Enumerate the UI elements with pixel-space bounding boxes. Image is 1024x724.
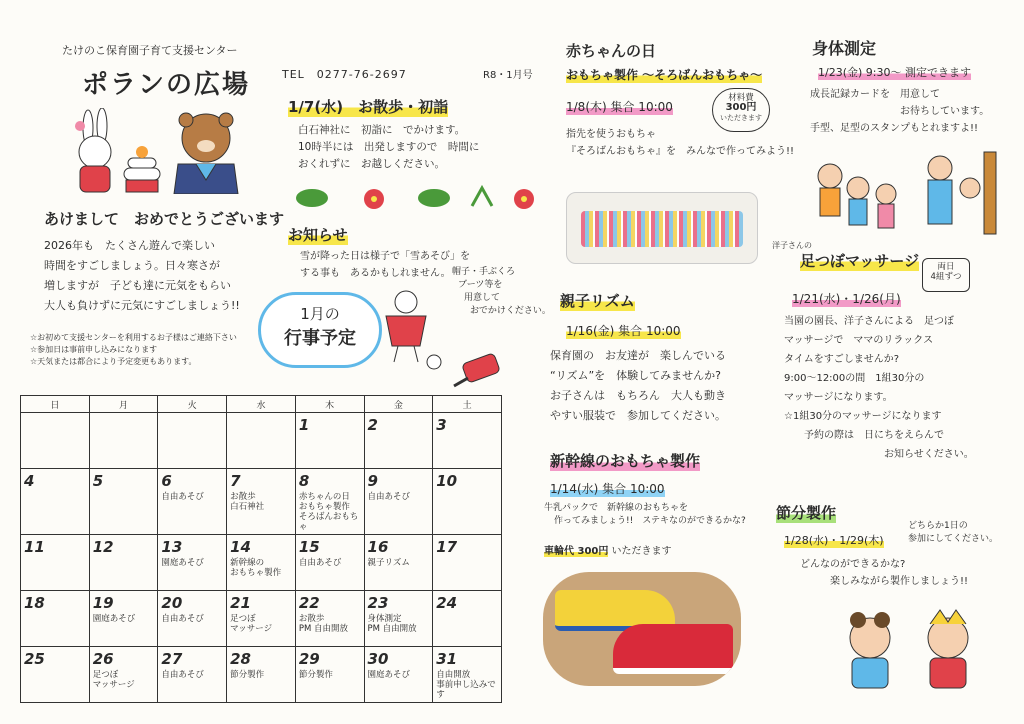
train-date: 1/14(水) 集合 10:00 <box>550 482 665 496</box>
notice-line: 雪が降った日は様子で「雪あそび」を <box>300 251 470 262</box>
calendar-day-cell <box>364 469 433 535</box>
day-number: 25 <box>24 650 45 668</box>
train-line: 牛乳パックで 新幹線のおもちゃを <box>544 503 689 513</box>
setsubun-dates: 1/28(水)・1/29(木) <box>784 534 884 547</box>
day-number: 20 <box>161 594 183 612</box>
day-event: 自由あそび <box>367 492 411 502</box>
calendar-day-cell <box>433 413 502 469</box>
day-number: 16 <box>367 538 389 556</box>
calendar-day-cell <box>21 469 90 535</box>
massage-line: 9:00～12:00の間 1組30分の <box>784 373 925 384</box>
day-number: 26 <box>92 650 114 668</box>
calendar-day-cell <box>433 469 502 535</box>
calendar-day-cell <box>227 413 296 469</box>
greeting-line: 大人も負けずに元気にすごしましょう!! <box>44 299 240 312</box>
calendar-day-cell <box>295 535 364 591</box>
setsubun-body <box>800 556 968 590</box>
calendar-day-cell <box>89 535 158 591</box>
setsubun-title: 節分製作 <box>776 504 837 522</box>
day-event: 親子リズム <box>367 558 410 568</box>
notice-side-line: 帽子・手ぶくろ <box>452 267 516 277</box>
fee-line: いただきます <box>720 114 762 122</box>
massage-line: ☆1組30分のマッサージになります <box>784 411 942 422</box>
baby-line: 『そろばんおもちゃ』を みんなで作ってみよう!! <box>566 146 795 157</box>
calendar-week-row <box>21 591 502 647</box>
setsubun-children-illustration <box>830 608 1000 692</box>
children-measuring-illustration <box>808 148 1004 238</box>
walk-title: 1/7(水) お散歩・初詣 <box>288 98 449 116</box>
notice-line: する事も あるかもしれません。 <box>300 268 451 279</box>
calendar-week-row <box>21 469 502 535</box>
rhythm-line: お子さんは もちろん 大人も動き <box>550 389 726 402</box>
calendar-day-cell <box>227 647 296 703</box>
day-event: お散歩 白石神社 <box>230 492 265 512</box>
day-number: 1 <box>298 416 310 434</box>
rhythm-title: 親子リズム <box>560 292 635 310</box>
measure-line: 成長記録カードを 用意して <box>810 89 940 100</box>
baby-day-title: 赤ちゃんの日 <box>566 42 657 60</box>
calendar-day-cell <box>227 469 296 535</box>
phone-number: TEL 0277-76-2697 <box>282 68 407 81</box>
day-number: 19 <box>92 594 114 612</box>
rhythm-line: やすい服装で 参加してください。 <box>550 409 726 422</box>
cloud-line: 1月の <box>300 305 340 323</box>
greeting-line: 時間をすごしましょう。日々寒さが <box>44 259 220 272</box>
day-number: 30 <box>367 650 389 668</box>
calendar-day-cell <box>364 535 433 591</box>
setsubun-side-line: どちらか1日の <box>908 521 968 531</box>
day-event: 園庭あそび <box>367 670 411 680</box>
day-number: 6 <box>161 472 172 490</box>
walk-body <box>298 122 479 173</box>
baby-line: 指先を使うおもちゃ <box>566 129 656 140</box>
day-event: 足つぼ マッサージ <box>92 670 135 690</box>
greeting-title: あけまして おめでとうございます <box>44 210 285 228</box>
calendar-day-cell <box>295 469 364 535</box>
notice-side-line: 用意して <box>464 293 501 303</box>
weekday-header: 日 <box>21 396 90 413</box>
weekday-header: 木 <box>295 396 364 413</box>
hagoita-icon <box>424 350 504 388</box>
day-number: 3 <box>436 416 447 434</box>
pine-plum-decoration <box>292 182 542 216</box>
day-number: 24 <box>436 594 458 612</box>
train-fee-label: 車輪代 300円 <box>544 546 609 557</box>
day-number: 5 <box>92 472 104 490</box>
calendar-day-cell <box>364 647 433 703</box>
train-fee-tail: いただきます <box>611 546 672 557</box>
calendar-day-cell <box>89 413 158 469</box>
massage-title: 足つぼマッサージ <box>800 252 920 270</box>
day-event: 園庭あそび <box>161 558 204 568</box>
massage-body <box>784 312 974 464</box>
calendar-day-cell <box>89 469 158 535</box>
day-number: 27 <box>161 650 183 668</box>
setsubun-side <box>908 520 998 546</box>
day-event: お散歩 PM 自由開放 <box>298 614 348 634</box>
day-number: 9 <box>367 472 378 490</box>
note-line: ☆お初めて支援センターを利用するお子様はご連絡下さい <box>30 333 237 342</box>
baby-day-date: 1/8(木) 集合 10:00 <box>566 100 673 114</box>
measure-line: 手型、足型のスタンプもとれますよ!! <box>810 123 979 134</box>
notice-side-line: おでかけください。 <box>470 306 551 316</box>
notice-side <box>452 266 551 318</box>
walk-line: 白石神社に 初詣に でかけます。 <box>298 124 466 136</box>
calendar-day-cell <box>89 591 158 647</box>
day-event: 園庭あそび <box>92 614 136 624</box>
day-number: 11 <box>24 538 45 556</box>
calendar-day-cell <box>295 591 364 647</box>
new-year-animals-illustration <box>68 108 248 194</box>
day-event: 自由あそび <box>161 614 204 624</box>
measure-line: お待ちしています。 <box>900 106 990 117</box>
weekday-header: 月 <box>89 396 158 413</box>
day-event: 節分製作 <box>298 670 333 680</box>
massage-capacity-badge <box>922 258 970 292</box>
note-line: ☆天気または都合により予定変更もあります。 <box>30 357 197 366</box>
calendar-week-row <box>21 413 502 469</box>
cloud-line: 行事予定 <box>284 328 356 349</box>
measure-body <box>810 86 989 137</box>
org-name: たけのこ保育園子育て支援センター <box>62 44 238 57</box>
greeting-notes <box>30 332 237 368</box>
day-number: 29 <box>298 650 320 668</box>
calendar-day-cell <box>433 647 502 703</box>
issue-label: R8・1月号 <box>483 70 533 81</box>
day-number: 28 <box>230 650 251 668</box>
calendar-week-row <box>21 535 502 591</box>
calendar-day-cell <box>433 535 502 591</box>
notice-body <box>300 248 470 282</box>
setsubun-line: どんなのができるかな? <box>800 559 906 570</box>
day-number: 12 <box>92 538 114 556</box>
day-number: 14 <box>230 538 251 556</box>
rhythm-line: “リズム”を 体験してみませんか? <box>550 369 722 382</box>
day-event: 節分製作 <box>230 670 265 680</box>
day-event: 自由あそび <box>161 492 204 502</box>
weekday-header: 金 <box>364 396 433 413</box>
calendar-week-row <box>21 647 502 703</box>
greeting-line: 増しますが 子ども達に元気をもらい <box>44 279 231 292</box>
day-number: 23 <box>367 594 389 612</box>
weekday-header: 水 <box>227 396 296 413</box>
fee-line: 材料費 <box>728 93 754 103</box>
calendar-day-cell <box>158 413 227 469</box>
massage-kicker: 洋子さんの <box>772 241 812 250</box>
badge-line: 4組ずつ <box>930 272 962 282</box>
calendar-day-cell <box>227 591 296 647</box>
train-body <box>544 502 746 528</box>
notice-title: お知らせ <box>288 226 348 244</box>
shinkansen-toy-photo <box>543 572 741 686</box>
monthly-events-cloud <box>258 292 382 368</box>
train-title: 新幹線のおもちゃ製作 <box>550 452 701 470</box>
day-number: 10 <box>436 472 458 490</box>
calendar-day-cell <box>364 591 433 647</box>
weekday-header: 火 <box>158 396 227 413</box>
calendar-day-cell <box>89 647 158 703</box>
day-number: 15 <box>298 538 320 556</box>
baby-day-subtitle: おもちゃ製作 ～そろばんおもちゃ～ <box>566 68 763 82</box>
massage-line: マッサージで ママのリラックス <box>784 335 934 346</box>
day-event: 自由あそび <box>161 670 204 680</box>
massage-line: タイムをすごしませんか? <box>784 354 900 365</box>
abacus-toy-photo <box>566 192 758 264</box>
day-event: 足つぼ マッサージ <box>230 614 273 634</box>
greeting-line: 2026年も たくさん遊んで楽しい <box>44 239 215 252</box>
day-number: 4 <box>24 472 35 490</box>
train-fee <box>544 542 672 557</box>
day-number: 22 <box>298 594 320 612</box>
calendar-day-cell <box>21 413 90 469</box>
calendar-day-cell <box>227 535 296 591</box>
train-line: 作ってみましょう!! ステキなのができるかな? <box>554 516 746 526</box>
calendar-day-cell <box>158 591 227 647</box>
massage-line: お知らせください。 <box>884 449 974 460</box>
setsubun-line: 楽しみながら製作しましょう!! <box>830 576 969 587</box>
massage-line: 予約の際は 日にちをえらんで <box>804 430 944 441</box>
measure-date: 1/23(金) 9:30～ 測定できます <box>818 66 971 79</box>
massage-line: マッサージになります。 <box>784 392 893 403</box>
day-event: 赤ちゃんの日 おもちゃ製作 そろばんおもちゃ <box>298 492 359 532</box>
calendar-day-cell <box>433 591 502 647</box>
walk-line: 10時半には 出発しますので 時間に <box>298 141 480 153</box>
calendar-day-cell <box>295 413 364 469</box>
badge-line: 両日 <box>937 262 955 272</box>
walk-line: おくれずに お越しください。 <box>298 158 445 170</box>
calendar-day-cell <box>158 647 227 703</box>
calendar-day-cell <box>295 647 364 703</box>
weekday-header: 土 <box>433 396 502 413</box>
calendar-day-cell <box>21 647 90 703</box>
massage-dates: 1/21(水)・1/26(月) <box>792 292 901 306</box>
day-event: 新幹線の おもちゃ製作 <box>230 558 282 578</box>
day-number: 8 <box>298 472 310 490</box>
calendar-day-cell <box>21 591 90 647</box>
baby-day-body <box>566 126 794 160</box>
rhythm-body <box>550 346 726 426</box>
greeting-body <box>44 236 240 316</box>
calendar-day-cell <box>158 469 227 535</box>
day-number: 21 <box>230 594 251 612</box>
fee-line: 300円 <box>725 102 757 113</box>
calendar-day-cell <box>158 535 227 591</box>
day-number: 13 <box>161 538 183 556</box>
event-calendar <box>20 395 502 703</box>
notice-side-line: ブーツ等を <box>458 280 503 290</box>
setsubun-side-line: 参加にしてください。 <box>908 534 999 544</box>
measure-title: 身体測定 <box>812 39 877 58</box>
rhythm-line: 保育園の お友達が 楽しんでいる <box>550 349 726 362</box>
day-event: 身体測定 PM 自由開放 <box>367 614 417 634</box>
day-number: 31 <box>436 650 458 668</box>
day-number: 18 <box>24 594 45 612</box>
note-line: ☆参加日は事前申し込みになります <box>30 345 158 354</box>
day-number: 7 <box>230 472 241 490</box>
day-event: 自由あそび <box>298 558 342 568</box>
day-event: 自由開放 事前申し込みです <box>436 670 496 700</box>
day-number: 17 <box>436 538 458 556</box>
calendar-day-cell <box>364 413 433 469</box>
calendar-weekday-row <box>21 396 502 413</box>
day-number: 2 <box>367 416 378 434</box>
rhythm-date: 1/16(金) 集合 10:00 <box>566 324 681 338</box>
newsletter-title: ポランの広場 <box>82 70 251 100</box>
massage-line: 当園の園長、洋子さんによる 足つぼ <box>784 316 954 327</box>
calendar-day-cell <box>21 535 90 591</box>
